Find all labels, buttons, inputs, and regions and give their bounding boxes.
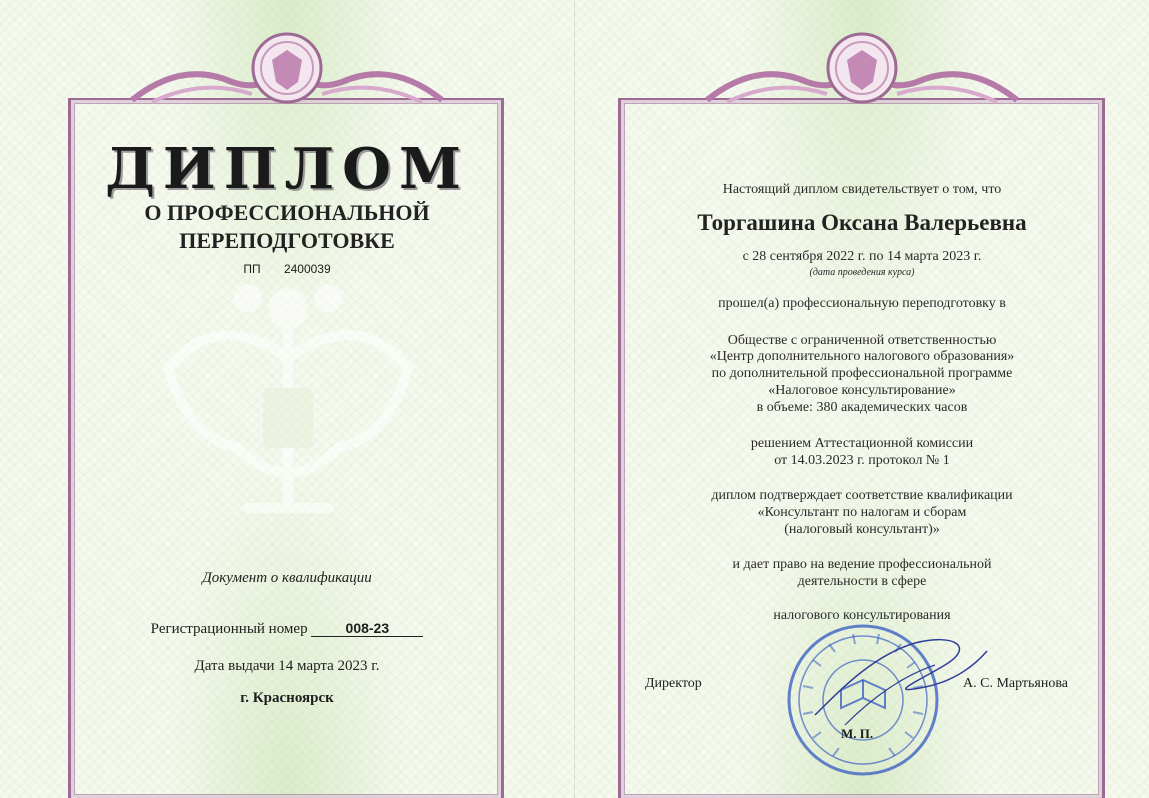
decision-line1: решением Аттестационной комиссии: [750, 436, 974, 451]
diploma-title: ДИПЛОМ: [105, 136, 469, 202]
qualification-line1: диплом подтверждает соответствие квалификации: [711, 488, 1013, 503]
intro-text: Настоящий диплом свидетельствует о том, что: [722, 182, 1002, 197]
course-period-note: (дата проведения курса): [809, 267, 915, 278]
rights-line1: и дает право на ведение профессиональной: [732, 557, 992, 572]
director-label: Директор: [645, 676, 702, 691]
diploma-right-page: [575, 0, 1149, 798]
eagle-watermark: [148, 268, 428, 548]
organization-line1: Обществе с ограниченной ответственностью: [727, 333, 997, 348]
diploma-subtitle-line2: ПЕРЕПОДГОТОВКЕ: [179, 228, 395, 253]
program-hours: в объеме: 380 академических часов: [756, 400, 968, 415]
passed-text: прошел(а) профессиональную переподготовку в: [718, 296, 1006, 311]
course-period: с 28 сентября 2022 г. по 14 марта 2023 г.: [742, 249, 982, 264]
recipient-name: Торгашина Оксана Валерьевна: [697, 210, 1027, 235]
director-name: А. С. Мартьянова: [963, 676, 1068, 691]
qualification-line3: (налоговый консультант)»: [784, 522, 940, 537]
series: ПП: [243, 262, 261, 276]
diploma-subtitle-line1: О ПРОФЕССИОНАЛЬНОЙ: [144, 200, 430, 225]
program-name: «Налоговое консультирование»: [768, 383, 956, 398]
city: г. Красноярск: [240, 690, 334, 706]
series-number: [0, 262, 574, 276]
registration-label: Регистрационный номер: [150, 621, 308, 637]
qualification-line2: «Консультант по налогам и сборам: [757, 505, 967, 520]
decision-line2: от 14.03.2023 г. протокол № 1: [774, 453, 950, 468]
seal-place-label: М. П.: [841, 726, 874, 741]
registration-line: [0, 620, 574, 638]
rights-line2: деятельности в сфере: [797, 574, 927, 589]
diploma-number: 2400039: [283, 262, 331, 276]
issue-date: Дата выдачи 14 марта 2023 г.: [194, 658, 380, 674]
registration-number: 008-23: [311, 620, 423, 637]
diploma-left-page: [0, 0, 574, 798]
rights-line3: налогового консультирования: [773, 608, 951, 623]
coat-of-arms-ornament: [697, 20, 1027, 110]
coat-of-arms-ornament: [122, 20, 452, 110]
organization-line2: «Центр дополнительного налогового образования»: [709, 349, 1015, 364]
document-type: Документ о квалификации: [202, 570, 372, 586]
program-intro: по дополнительной профессиональной программе: [711, 366, 1013, 381]
